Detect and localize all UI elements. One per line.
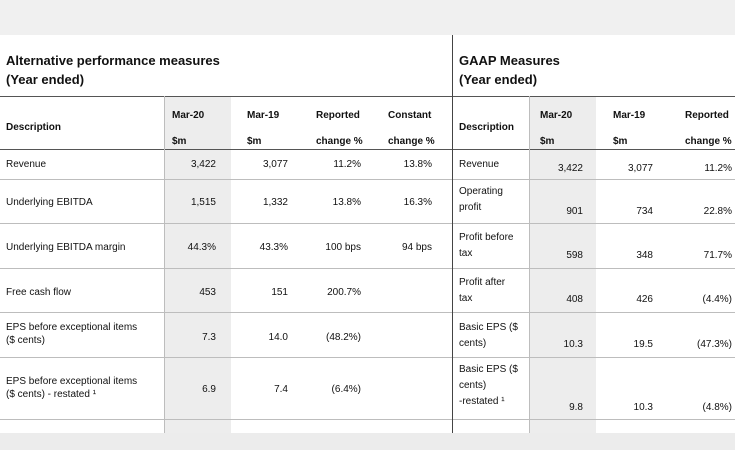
left-header-reported	[316, 103, 363, 155]
right-header-mar20	[540, 103, 572, 155]
right-header-reported-line2: change %	[685, 136, 732, 147]
row-rule	[0, 312, 735, 313]
right-header-mar20-line2: $m	[540, 136, 555, 147]
right-row-mar20: 3,422	[557, 163, 583, 174]
left-row-mar19: 1,332	[262, 197, 288, 208]
right-row-label	[459, 321, 518, 350]
right-row-label-line2: cents)	[459, 380, 487, 391]
right-row-mar19: 10.3	[633, 402, 653, 413]
right-row-label-line2: tax	[459, 248, 473, 259]
left-row-label	[6, 375, 137, 401]
left-row-label-line2: ($ cents) - restated ¹	[6, 389, 97, 400]
measures-table	[0, 35, 735, 433]
left-row-label: Revenue	[6, 159, 47, 170]
left-header-constant	[388, 103, 435, 155]
left-row-mar20: 453	[199, 287, 216, 298]
left-row-label-line2: ($ cents)	[6, 335, 45, 346]
panel-divider	[452, 35, 453, 433]
left-row-mar19: 3,077	[262, 159, 288, 170]
right-row-mar20: 408	[566, 294, 583, 305]
right-row-mar19: 734	[636, 206, 653, 217]
left-header-mar20	[172, 103, 204, 155]
left-row-mar19: 14.0	[268, 332, 288, 343]
right-row-reported: 71.7%	[703, 250, 732, 261]
right-row-label-line1: Profit before	[459, 232, 514, 243]
right-title-line2: (Year ended)	[459, 72, 538, 87]
right-row-label-line2: tax	[459, 293, 473, 304]
title-rule	[0, 96, 735, 97]
left-title-line2: (Year ended)	[6, 72, 85, 87]
right-row-label-line3: -restated ¹	[459, 396, 505, 407]
right-title-line1: GAAP Measures	[459, 53, 560, 68]
left-row-constant: 16.3%	[403, 197, 432, 208]
left-row-label-line1: EPS before exceptional items	[6, 322, 138, 333]
right-row-reported: (4.8%)	[702, 402, 732, 413]
right-row-mar20: 598	[566, 250, 583, 261]
left-row-label-line1: EPS before exceptional items	[6, 376, 138, 387]
right-col-divider	[529, 96, 530, 433]
right-row-label-line2: cents)	[459, 338, 487, 349]
left-row-constant: 13.8%	[403, 159, 432, 170]
right-row-label	[459, 363, 518, 408]
left-row-mar20: 44.3%	[187, 242, 216, 253]
right-title	[459, 51, 560, 89]
left-row-reported: 100 bps	[325, 242, 361, 253]
right-row-mar19: 3,077	[627, 163, 653, 174]
right-row-label	[459, 276, 505, 305]
left-row-label	[6, 321, 137, 347]
left-header-mar20-line2: $m	[172, 136, 187, 147]
left-header-description: Description	[6, 122, 62, 133]
left-row-reported: 200.7%	[327, 287, 361, 298]
left-title-line1: Alternative performance measures	[6, 53, 220, 68]
right-row-mar19: 426	[636, 294, 653, 305]
left-row-mar20: 3,422	[190, 159, 216, 170]
right-header-description: Description	[459, 122, 515, 133]
header-rule	[0, 149, 735, 150]
left-row-reported: (48.2%)	[325, 332, 361, 343]
left-header-constant-line2: change %	[388, 136, 435, 147]
left-header-mar20-line1: Mar-20	[172, 110, 205, 121]
right-row-label-line1: Basic EPS ($	[459, 364, 518, 375]
left-row-mar19: 7.4	[274, 384, 288, 395]
right-row-reported: 22.8%	[703, 206, 732, 217]
right-row-label-line1: Profit after	[459, 277, 506, 288]
left-row-mar19: 43.3%	[259, 242, 288, 253]
left-row-label: Free cash flow	[6, 287, 72, 298]
left-header-mar19	[247, 103, 279, 155]
bottom-margin	[0, 433, 735, 450]
right-row-mar20: 9.8	[569, 402, 583, 413]
left-row-mar20: 7.3	[202, 332, 216, 343]
left-row-label: Underlying EBITDA	[6, 197, 93, 208]
top-margin	[0, 0, 735, 35]
right-row-mar20: 901	[566, 206, 583, 217]
left-row-constant: 94 bps	[401, 242, 432, 253]
right-row-label: Revenue	[459, 159, 500, 170]
right-header-mar20-line1: Mar-20	[540, 110, 573, 121]
left-header-mar19-line2: $m	[247, 136, 262, 147]
row-rule	[0, 223, 735, 224]
left-header-reported-line2: change %	[316, 136, 363, 147]
right-row-mar19: 19.5	[633, 339, 653, 350]
right-header-mar19	[613, 103, 645, 155]
row-rule	[0, 179, 735, 180]
left-row-reported: 11.2%	[333, 159, 361, 170]
left-row-label: Underlying EBITDA margin	[6, 242, 126, 253]
left-row-reported: (6.4%)	[331, 384, 361, 395]
right-row-mar19: 348	[636, 250, 653, 261]
left-title	[6, 51, 220, 89]
right-row-reported: (4.4%)	[702, 294, 732, 305]
right-header-mar19-line2: $m	[613, 136, 628, 147]
left-row-mar20: 6.9	[202, 384, 216, 395]
left-header-mar19-line1: Mar-19	[247, 110, 280, 121]
left-row-reported: 13.8%	[332, 197, 361, 208]
right-header-reported	[685, 103, 732, 155]
left-header-constant-line1: Constant	[388, 110, 432, 121]
right-row-label	[459, 231, 513, 260]
left-row-mar20: 1,515	[190, 197, 216, 208]
row-rule	[0, 357, 735, 358]
right-header-reported-line1: Reported	[685, 110, 729, 121]
row-rule	[0, 419, 735, 420]
right-row-label-line1: Basic EPS ($	[459, 322, 518, 333]
right-header-mar19-line1: Mar-19	[613, 110, 646, 121]
right-row-mar20: 10.3	[563, 339, 583, 350]
right-row-reported: (47.3%)	[696, 339, 732, 350]
right-row-label-line1: Operating	[459, 186, 503, 197]
left-col-divider	[164, 96, 165, 433]
row-rule	[0, 268, 735, 269]
left-header-reported-line1: Reported	[316, 110, 360, 121]
right-row-reported: 11.2%	[704, 163, 732, 174]
left-row-mar19: 151	[271, 287, 288, 298]
right-row-label-line2: profit	[459, 202, 482, 213]
right-row-label	[459, 185, 503, 214]
